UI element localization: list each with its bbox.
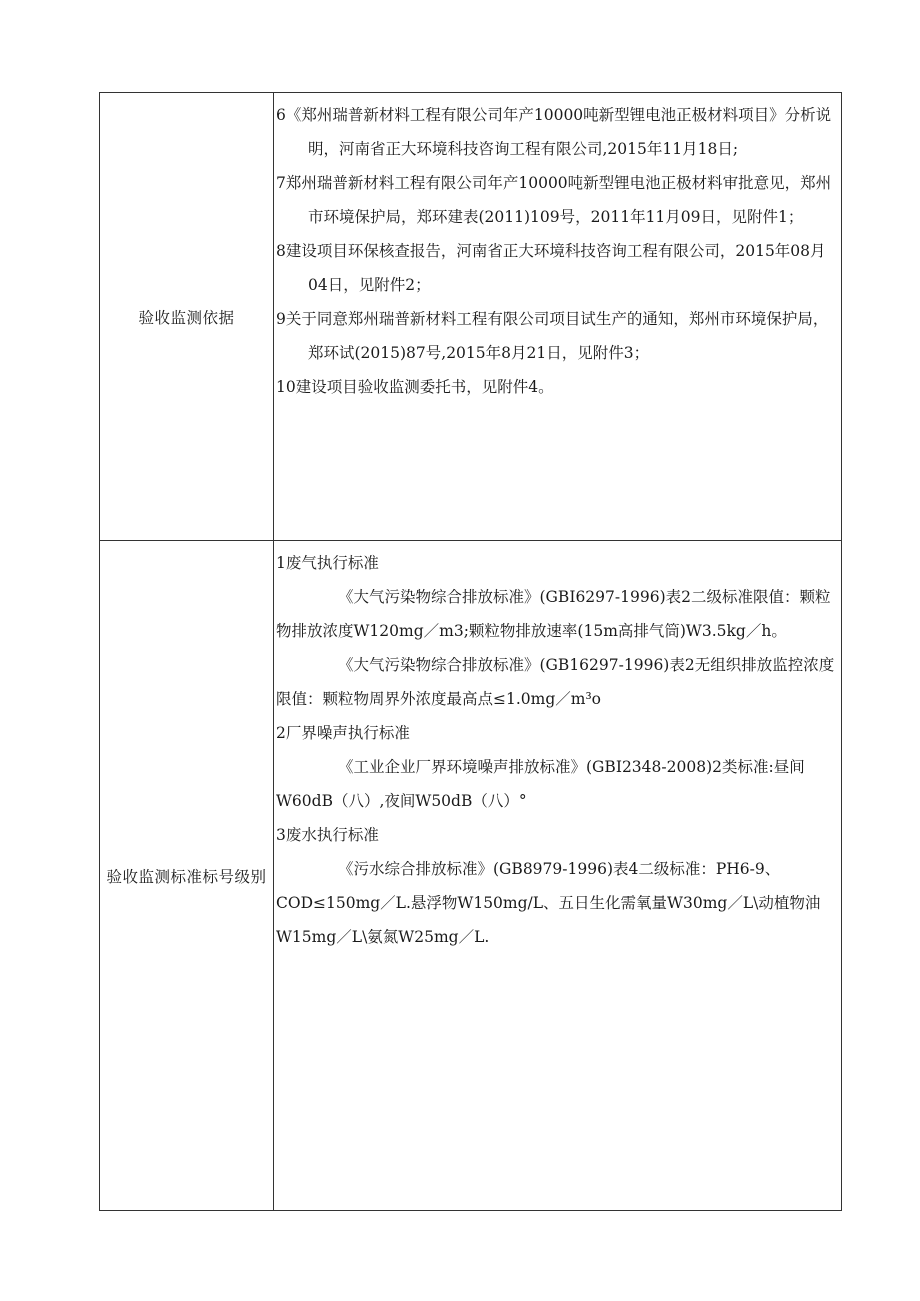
monitoring-standards-label: 验收监测标准标号级别 (100, 541, 274, 1211)
monitoring-standards-content (274, 541, 842, 1211)
waste-gas-standard-paragraph: 《大气污染物综合排放标准》(GBI6297-1996)表2二级标准限值：颗粒物排放浓度W120mg／m3;颗粒物排放速率(15m高排气筒)W3.5kg／h。 (276, 588, 831, 640)
monitoring-basis-label: 验收监测依据 (100, 93, 274, 541)
wastewater-standard-paragraph: 《污水综合排放标准》(GB8979-1996)表4二级标准：PH6-9、COD≤150mg／L.悬浮物W150mg/L、五日生化需氧量W30mg／L\动植物油W15mg／L\氨氮W25mg／L. (276, 860, 821, 946)
basis-item-10: 10建设项目验收监测委托书，见附件4。 (276, 378, 554, 396)
noise-standard-heading: 2厂界噪声执行标准 (276, 724, 410, 742)
basis-item-6: 6《郑州瑞普新材料工程有限公司年产10000吨新型锂电池正极材料项目》分析说明，河南省正大环境科技咨询工程有限公司,2015年11月18日; (276, 106, 832, 158)
basis-item-7: 7郑州瑞普新材料工程有限公司年产10000吨新型锂电池正极材料审批意见，郑州市环境保护局，郑环建表(2011)109号，2011年11月09日，见附件1； (276, 174, 832, 226)
basis-item-8: 8建设项目环保核查报告，河南省正大环境科技咨询工程有限公司，2015年08月04日，见附件2； (276, 242, 826, 294)
row-monitoring-standards (100, 541, 842, 1211)
monitoring-basis-content (274, 93, 842, 541)
wastewater-standard-heading: 3废水执行标准 (276, 826, 379, 844)
basis-item-9: 9关于同意郑州瑞普新材料工程有限公司项目试生产的通知，郑州市环境保护局，郑环试(2015)87号,2015年8月21日，见附件3； (276, 310, 829, 362)
waste-gas-unorganized-paragraph: 《大气污染物综合排放标准》(GB16297-1996)表2无组织排放监控浓度限值：颗粒物周界外浓度最高点≤1.0mg／m³o (276, 656, 835, 708)
waste-gas-standard-heading: 1废气执行标准 (276, 554, 379, 572)
document-table (99, 92, 842, 1211)
noise-standard-paragraph: 《工业企业厂界环境噪声排放标准》(GBI2348-2008)2类标准:昼间W60dB（八）,夜间W50dB（八）° (276, 758, 805, 810)
row-monitoring-basis (100, 93, 842, 541)
